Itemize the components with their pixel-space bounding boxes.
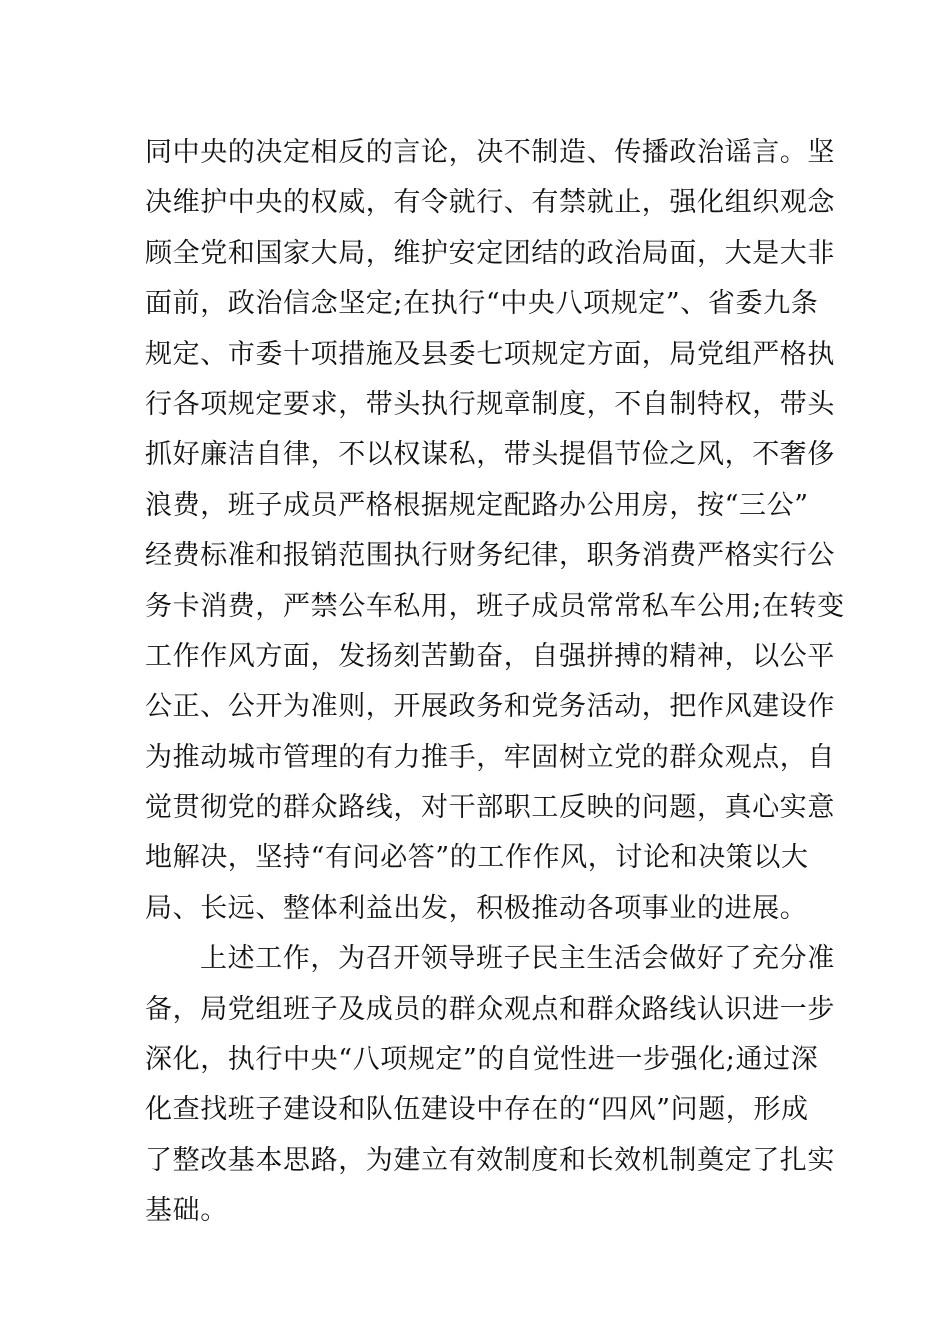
text-line: 化查找班子建设和队伍建设中存在的“四风”问题，形成: [145, 1094, 809, 1126]
text-line: 了整改基本思路，为建立有效制度和长效机制奠定了扎实: [145, 1144, 835, 1176]
text-line: 面前，政治信念坚定;在执行“中央八项规定”、省委九条: [145, 288, 819, 320]
text-line: 局、长远、整体利益出发，积极推动各项事业的进展。: [145, 892, 808, 924]
text-line: 同中央的决定相反的言论，决不制造、传播政治谣言。坚: [145, 137, 835, 168]
text-line: 为推动城市管理的有力推手，牢固树立党的群众观点，自: [145, 741, 835, 773]
text-line: 浪费，班子成员严格根据规定配路办公用房，按“三公”: [145, 489, 809, 521]
text-line: 抓好廉洁自律，不以权谋私，带头提倡节俭之风，不奢侈: [145, 439, 835, 471]
paragraph-first-line: 上述工作，为召开领导班子民主生活会做好了充分准: [200, 943, 835, 975]
text-line: 备，局党组班子及成员的群众观点和群众路线认识进一步: [145, 993, 835, 1025]
text-line: 基础。: [145, 1195, 228, 1227]
text-line: 公正、公开为准则，开展政务和党务活动，把作风建设作: [145, 691, 835, 723]
text-line: 经费标准和报销范围执行财务纪律，职务消费严格实行公: [145, 540, 835, 572]
text-line: 深化，执行中央“八项规定”的自觉性进一步强化;通过深: [145, 1044, 819, 1076]
text-line: 决维护中央的权威，有令就行、有禁就止，强化组织观念: [145, 187, 835, 219]
text-line: 规定、市委十项措施及县委七项规定方面，局党组严格执: [145, 338, 835, 370]
text-line: 觉贯彻党的群众路线，对干部职工反映的问题，真心实意: [145, 792, 835, 824]
text-line: 顾全党和国家大局，维护安定团结的政治局面，大是大非: [145, 237, 835, 269]
text-line: 地解决，坚持“有问必答”的工作作风，讨论和决策以大: [145, 842, 809, 874]
text-line: 工作作风方面，发扬刻苦勤奋，自强拼搏的精神，以公平: [145, 640, 835, 672]
document-body: [145, 128, 845, 1237]
text-line: 行各项规定要求，带头执行规章制度，不自制特权，带头: [145, 388, 835, 420]
text-line: 务卡消费，严禁公车私用，班子成员常常私车公用;在转变: [145, 590, 845, 622]
